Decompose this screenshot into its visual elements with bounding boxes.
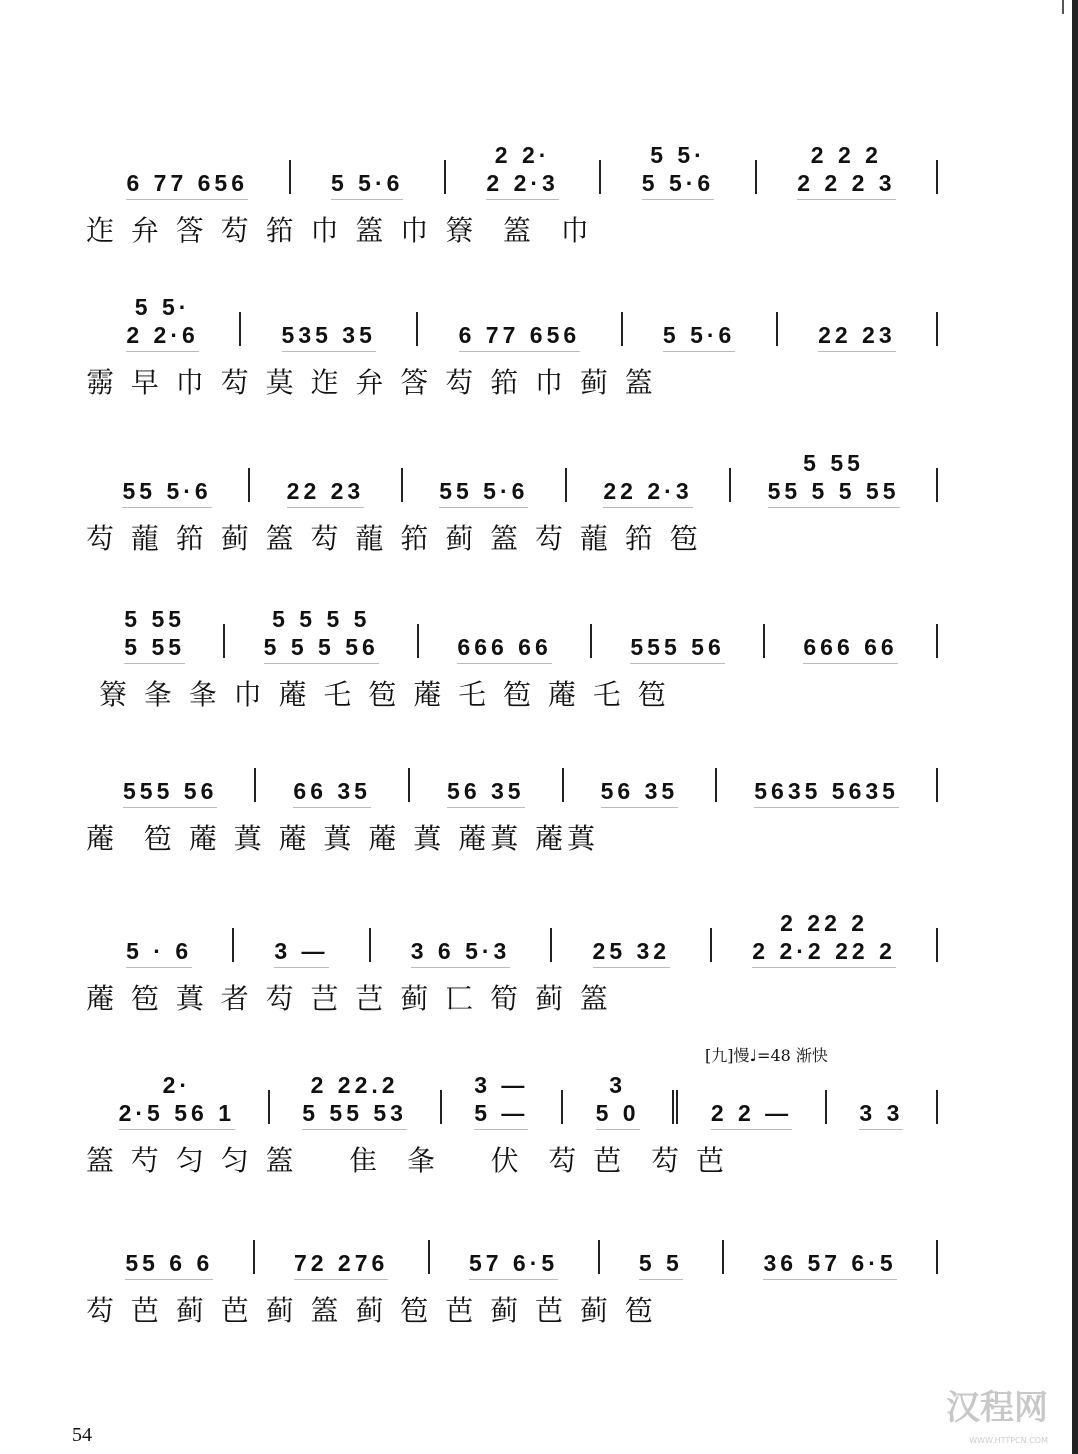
score-system (86, 1210, 938, 1330)
main-notes: 56 35 (601, 777, 679, 808)
measure (250, 449, 401, 508)
measure (86, 749, 254, 808)
main-notes: 555 56 (123, 777, 217, 808)
main-notes: 5 · 6 (126, 937, 192, 968)
measure (86, 909, 232, 968)
barline (936, 468, 938, 502)
main-notes: 2 2·2 22 2 (752, 937, 896, 968)
jianzipu-tablature: 霛 早 巾 芶 莫 迮 弁 筨 芶 筘 巾 蓟 篕 (86, 366, 657, 399)
jianzipu-tablature: 簝 夆 夆 巾 蓭 乇 笣 蓭 乇 笣 蓭 乇 笣 (86, 678, 670, 711)
measure (757, 141, 936, 200)
upper-notes: 2 2· (494, 142, 551, 168)
measure (291, 141, 444, 200)
main-notes: 5635 5635 (754, 777, 899, 808)
watermark-logo: 汉程网 (946, 1388, 1048, 1428)
main-notes: 56 35 (447, 777, 525, 808)
score-system (86, 738, 938, 858)
page-number: 54 (72, 1424, 92, 1446)
score-system (86, 898, 938, 1018)
measure (234, 909, 368, 968)
measure (256, 749, 408, 808)
main-notes: 5 5 5 56 (264, 633, 379, 664)
main-notes: 5 — (474, 1099, 528, 1130)
measure (442, 1071, 561, 1130)
main-notes: 25 32 (593, 937, 671, 968)
upper-notes: 2 2 2 (810, 142, 882, 168)
main-notes: 5 55 (124, 633, 185, 664)
main-notes: 55 5 5 55 (768, 477, 900, 508)
main-notes: 22 23 (818, 321, 896, 352)
measure (717, 749, 936, 808)
jianpu-line (86, 1060, 938, 1130)
measure (403, 449, 565, 508)
jianpu-line (86, 438, 938, 508)
measure (86, 293, 239, 352)
upper-notes: 5 55 (803, 450, 864, 476)
main-notes: 5 55 53 (302, 1099, 407, 1130)
main-notes: 666 66 (803, 633, 897, 664)
measure (446, 141, 599, 200)
barline (936, 1240, 938, 1274)
main-notes: 555 56 (630, 633, 724, 664)
main-notes: 2·5 56 1 (119, 1099, 235, 1130)
measure (600, 1221, 723, 1280)
main-notes: 36 57 6·5 (763, 1249, 896, 1280)
measure (564, 749, 716, 808)
measure (241, 293, 416, 352)
measure (678, 1071, 825, 1130)
measure (601, 141, 754, 200)
measure (778, 293, 936, 352)
jianpu-line (86, 282, 938, 352)
barline (936, 1090, 938, 1124)
jianpu-line (86, 898, 938, 968)
main-notes: 6 77 656 (459, 321, 581, 352)
main-notes: 22 23 (287, 477, 365, 508)
upper-notes: 5 5· (134, 294, 191, 320)
main-notes: 5 5·6 (331, 169, 403, 200)
measure (410, 749, 562, 808)
score-system (86, 1060, 938, 1180)
main-notes: 55 5·6 (439, 477, 528, 508)
upper-notes: 3 (609, 1072, 626, 1098)
measure (765, 605, 936, 664)
measure (270, 1071, 440, 1130)
measure (724, 1221, 936, 1280)
main-notes: 6 77 656 (126, 169, 248, 200)
measure (712, 909, 936, 968)
measure (552, 909, 710, 968)
main-notes: 5 5·6 (663, 321, 735, 352)
barline (936, 928, 938, 962)
upper-notes: 2 22 2 (780, 910, 869, 936)
main-notes: 2 2 — (711, 1099, 792, 1130)
measure (827, 1071, 936, 1130)
scan-mark (1062, 0, 1064, 14)
measure (592, 605, 763, 664)
upper-notes: 3 — (474, 1072, 529, 1098)
jianpu-line (86, 594, 938, 664)
main-notes: 5 5·6 (642, 169, 714, 200)
measure (430, 1221, 598, 1280)
tempo-annotation: [九]慢♩=48 渐快 (705, 1046, 828, 1065)
upper-notes: 5 55 (124, 606, 186, 632)
jianzipu-tablature: 蓭 笣 蓭 蒖 蓭 蒖 蓭 蒖 蓭蒖 蓭蒖 (86, 822, 600, 855)
main-notes: 535 35 (282, 321, 376, 352)
measure (86, 1221, 253, 1280)
measure (731, 449, 936, 508)
jianzipu-tablature: 篕 芍 匀 匀 篕 隹 夆 伏 芶 芭 芶 芭 (86, 1144, 729, 1177)
score-system (86, 130, 938, 250)
main-notes: 2 2 2 3 (797, 169, 895, 200)
upper-notes: 2 22.2 (310, 1072, 399, 1098)
barline (936, 312, 938, 346)
main-notes: 5 0 (596, 1099, 640, 1130)
main-notes: 55 6 6 (125, 1249, 213, 1280)
scan-edge (1072, 0, 1078, 1454)
measure (563, 1071, 672, 1130)
jianzipu-tablature: 芶 芭 蓟 芭 蓟 篕 蓟 笣 芭 蓟 芭 蓟 笣 (86, 1294, 657, 1327)
barline (936, 768, 938, 802)
jianzipu-tablature: 迮 弁 筨 芶 筘 巾 篕 巾 簝 篕 巾 (86, 214, 593, 247)
measure (418, 293, 620, 352)
jianpu-line (86, 130, 938, 200)
main-notes: 3 6 5·3 (411, 937, 511, 968)
main-notes: 5 5 (639, 1249, 683, 1280)
jianpu-line (86, 738, 938, 808)
main-notes: 22 2·3 (603, 477, 692, 508)
measure (86, 605, 223, 664)
upper-notes: 5 5· (650, 142, 706, 168)
measure (371, 909, 551, 968)
watermark-url: WWW.HTTPCN.COM (969, 1436, 1048, 1445)
measure (255, 1221, 428, 1280)
jianzipu-tablature: 芶 蘢 筘 蓟 篕 芶 蘢 筘 蓟 篕 芶 蘢 筘 笣 (86, 522, 702, 555)
measure (623, 293, 776, 352)
main-notes: 3 3 (859, 1099, 903, 1130)
measure (86, 141, 289, 200)
main-notes: 66 35 (293, 777, 371, 808)
main-notes: 2 2·3 (486, 169, 558, 200)
measure (419, 605, 590, 664)
main-notes: 55 5·6 (122, 477, 211, 508)
main-notes: 57 6·5 (469, 1249, 558, 1280)
barline (936, 624, 938, 658)
upper-notes: 5 5 5 5 (272, 606, 371, 632)
jianzipu-tablature: 蓭 笣 蒖 者 芶 芑 芑 蓟 匸 筍 蓟 篕 (86, 982, 612, 1015)
measure (86, 449, 248, 508)
score-system (86, 594, 938, 714)
main-notes: 666 66 (457, 633, 551, 664)
jianpu-line (86, 1210, 938, 1280)
score-system (86, 438, 938, 558)
main-notes: 3 — (274, 937, 328, 968)
measure (225, 605, 417, 664)
measure (567, 449, 729, 508)
main-notes: 72 276 (294, 1249, 388, 1280)
barline (936, 160, 938, 194)
main-notes: 2 2·6 (126, 321, 198, 352)
measure (86, 1071, 268, 1130)
score-system (86, 282, 938, 402)
upper-notes: 2· (162, 1072, 192, 1098)
